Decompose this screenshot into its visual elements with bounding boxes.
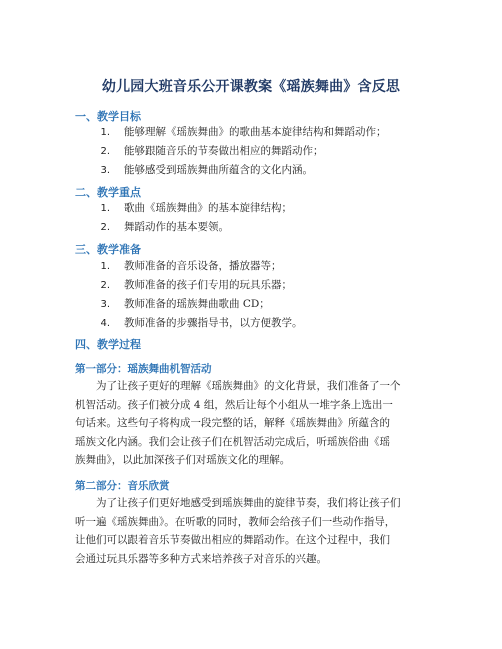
list-item-text: 能够跟随音乐的节奏做出相应的舞蹈动作； xyxy=(124,145,324,157)
paragraph-line: 句话来。这些句子将构成一段完整的话，解释《瑶族舞曲》所蕴含的 xyxy=(75,417,390,430)
preparation-list xyxy=(75,258,303,334)
list-item-text: 能够理解《瑶族舞曲》的歌曲基本旋律结构和舞蹈动作； xyxy=(124,126,387,138)
list-item-text: 教师准备的瑶族舞曲歌曲 CD； xyxy=(124,298,270,310)
document-title: 幼儿园大班音乐公开课教案《瑶族舞曲》含反思 xyxy=(101,79,401,95)
paragraph-line: 让他们可以跟着音乐节奏做出相应的舞蹈动作。在这个过程中，我们 xyxy=(75,534,390,547)
paragraph-line: 为了让孩子更好的理解《瑶族舞曲》的文化背景，我们准备了一个 xyxy=(96,380,401,392)
section-heading-preparation: 三、教学准备 xyxy=(75,243,141,256)
paragraph-line: 瑶族文化内涵。我们会让孩子们在机智活动完成后，听瑶族俗曲《瑶 xyxy=(75,435,390,448)
list-item xyxy=(75,200,292,219)
list-item-number: 2. xyxy=(100,146,110,157)
process-part-paragraph xyxy=(75,377,435,470)
list-item xyxy=(75,258,303,277)
list-item-text: 能够感受到瑶族舞曲所蕴含的文化内涵。 xyxy=(124,164,313,176)
list-item-number: 4. xyxy=(100,318,110,329)
list-item-number: 1. xyxy=(100,127,110,138)
paragraph-line: 会通过玩具乐器等多种方式来培养孩子对音乐的兴趣。 xyxy=(75,552,327,565)
list-item-number: 3. xyxy=(100,165,110,176)
list-item-text: 歌曲《瑶族舞曲》的基本旋律结构； xyxy=(124,202,292,214)
list-item xyxy=(75,124,387,143)
list-item-number: 3. xyxy=(100,299,110,310)
section-heading-key-points: 二、教学重点 xyxy=(75,186,141,199)
process-part-paragraph xyxy=(75,494,435,568)
paragraph-line: 机智活动。孩子们被分成 4 组，然后让每个小组从一堆字条上选出一 xyxy=(75,398,393,411)
list-item xyxy=(75,162,387,181)
list-item xyxy=(75,296,303,315)
list-item-number: 1. xyxy=(100,203,110,214)
paragraph-line: 为了让孩子们更好地感受到瑶族舞曲的旋律节奏，我们将让孩子们 xyxy=(96,497,401,509)
section-heading-objectives: 一、教学目标 xyxy=(75,110,141,123)
list-item-text: 教师准备的音乐设备，播放器等； xyxy=(124,260,282,272)
list-item-text: 舞蹈动作的基本要领。 xyxy=(124,221,229,233)
process-part-heading: 第二部分：音乐欣赏 xyxy=(75,480,170,492)
list-item xyxy=(75,143,387,162)
list-item-number: 2. xyxy=(100,280,110,291)
list-item-text: 教师准备的步骤指导书，以方便教学。 xyxy=(124,317,303,329)
list-item xyxy=(75,315,303,334)
process-part-heading: 第一部分：瑶族舞曲机智活动 xyxy=(75,363,212,375)
objectives-list xyxy=(75,124,387,181)
section-heading-process: 四、教学过程 xyxy=(75,338,141,351)
list-item-text: 教师准备的孩子们专用的玩具乐器； xyxy=(124,279,292,291)
list-item xyxy=(75,277,303,296)
list-item xyxy=(75,219,292,238)
list-item-number: 1. xyxy=(100,261,110,272)
paragraph-line: 听一遍《瑶族舞曲》。在听歌的同时，教师会给孩子们一些动作指导， xyxy=(75,515,396,528)
list-item-number: 2. xyxy=(100,222,110,233)
paragraph-line: 族舞曲》，以此加深孩子们对瑶族文化的理解。 xyxy=(75,454,291,467)
key-points-list xyxy=(75,200,292,238)
